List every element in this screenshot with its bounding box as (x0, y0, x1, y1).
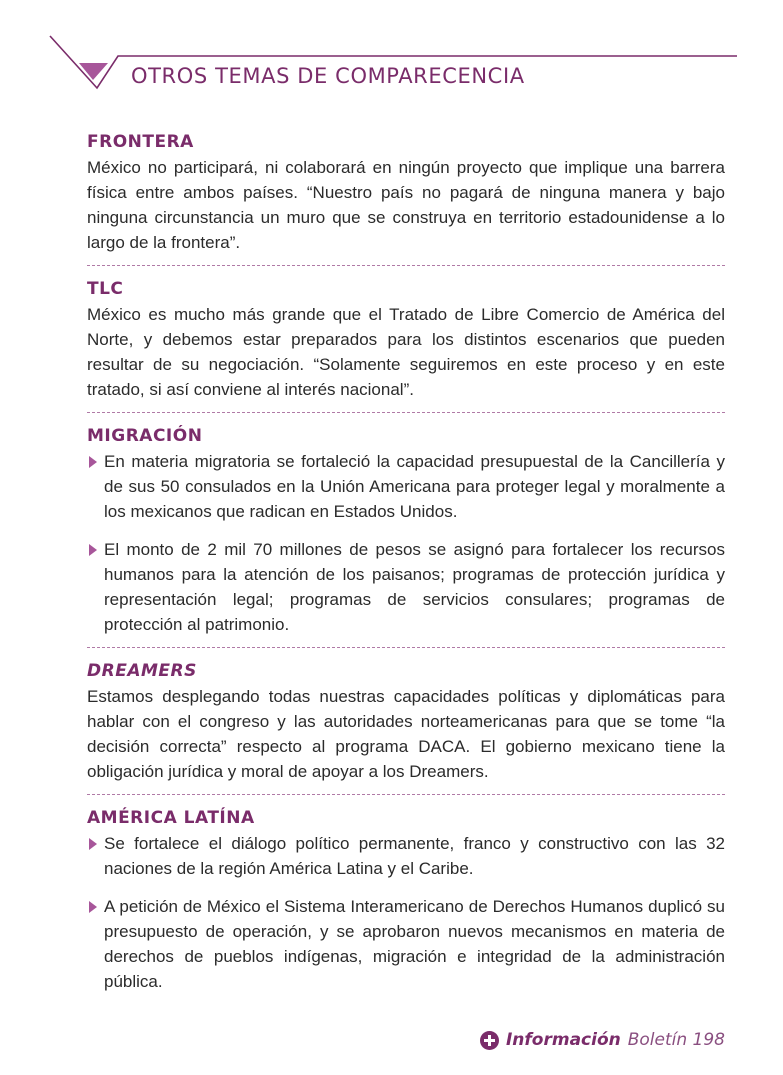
section-title: AMÉRICA LATÍNA (87, 808, 255, 828)
section-title: TLC (87, 279, 124, 299)
section-migracion (87, 412, 725, 647)
page-title: OTROS TEMAS DE COMPARECENCIA (131, 64, 525, 88)
section-title: DREAMERS (87, 661, 197, 681)
list-item-text: A petición de México el Sistema Interamericano de Derechos Humanos duplicó su presupuesto de operación, y se aprobaron nuevos mecanismos en materia de derechos de pueblos indígenas, migración e integridad de la administración pública. (104, 897, 725, 991)
section-paragraph: México es mucho más grande que el Tratado de Libre Comercio de América del Norte, y debemos estar preparados para los distintos escenarios que pueden resultar de su negociación. “Solamente seguiremos en este proceso y en este tratado, si así conviene al interés nacional”. (87, 305, 725, 399)
footer-issue: Boletín 198 (627, 1030, 725, 1050)
section-title: FRONTERA (87, 132, 194, 152)
section-frontera (87, 130, 725, 265)
section-america-latina (87, 794, 725, 1004)
list-item-text: En materia migratoria se fortaleció la capacidad presupuestal de la Cancillería y de sus 50 consulados en la Unión Americana para proteger legal y moralmente a los mexicanos que radican en Estados Unidos. (104, 452, 725, 521)
list-item (87, 537, 725, 637)
triangle-bullet-icon (89, 901, 97, 913)
footer-brand: Información (505, 1030, 621, 1050)
triangle-bullet-icon (89, 838, 97, 850)
main-content (87, 130, 725, 1004)
section-paragraph: México no participará, ni colaborará en ningún proyecto que implique una barrera física entre ambos países. “Nuestro país no pagará de ninguna manera y bajo ninguna circunstancia un muro que se construya en territorio estadounidense a lo largo de la frontera”. (87, 158, 725, 252)
section-tlc (87, 265, 725, 412)
header-chevron-decoration (0, 0, 783, 110)
section-title: MIGRACIÓN (87, 426, 203, 446)
list-item (87, 449, 725, 524)
page-footer (480, 1027, 725, 1053)
bullet-list (87, 449, 725, 637)
triangle-bullet-icon (89, 456, 97, 468)
plus-circle-icon (480, 1031, 499, 1050)
list-item (87, 894, 725, 994)
page-header (0, 0, 783, 110)
bullet-list (87, 831, 725, 994)
triangle-bullet-icon (89, 544, 97, 556)
section-dreamers (87, 647, 725, 794)
section-paragraph: Estamos desplegando todas nuestras capacidades políticas y diplomáticas para hablar con el congreso y las autoridades norteamericanas para que se tome “la decisión correcta” respecto al programa DACA. El gobierno mexicano tiene la obligación jurídica y moral de apoyar a los Dreamers. (87, 687, 725, 781)
list-item (87, 831, 725, 881)
list-item-text: Se fortalece el diálogo político permanente, franco y constructivo con las 32 naciones de la región América Latina y el Caribe. (104, 834, 725, 878)
list-item-text: El monto de 2 mil 70 millones de pesos se asignó para fortalecer los recursos humanos para la atención de los paisanos; programas de protección jurídica y representación legal; programas de servicios consulares; programas de protección al patrimonio. (104, 540, 725, 634)
